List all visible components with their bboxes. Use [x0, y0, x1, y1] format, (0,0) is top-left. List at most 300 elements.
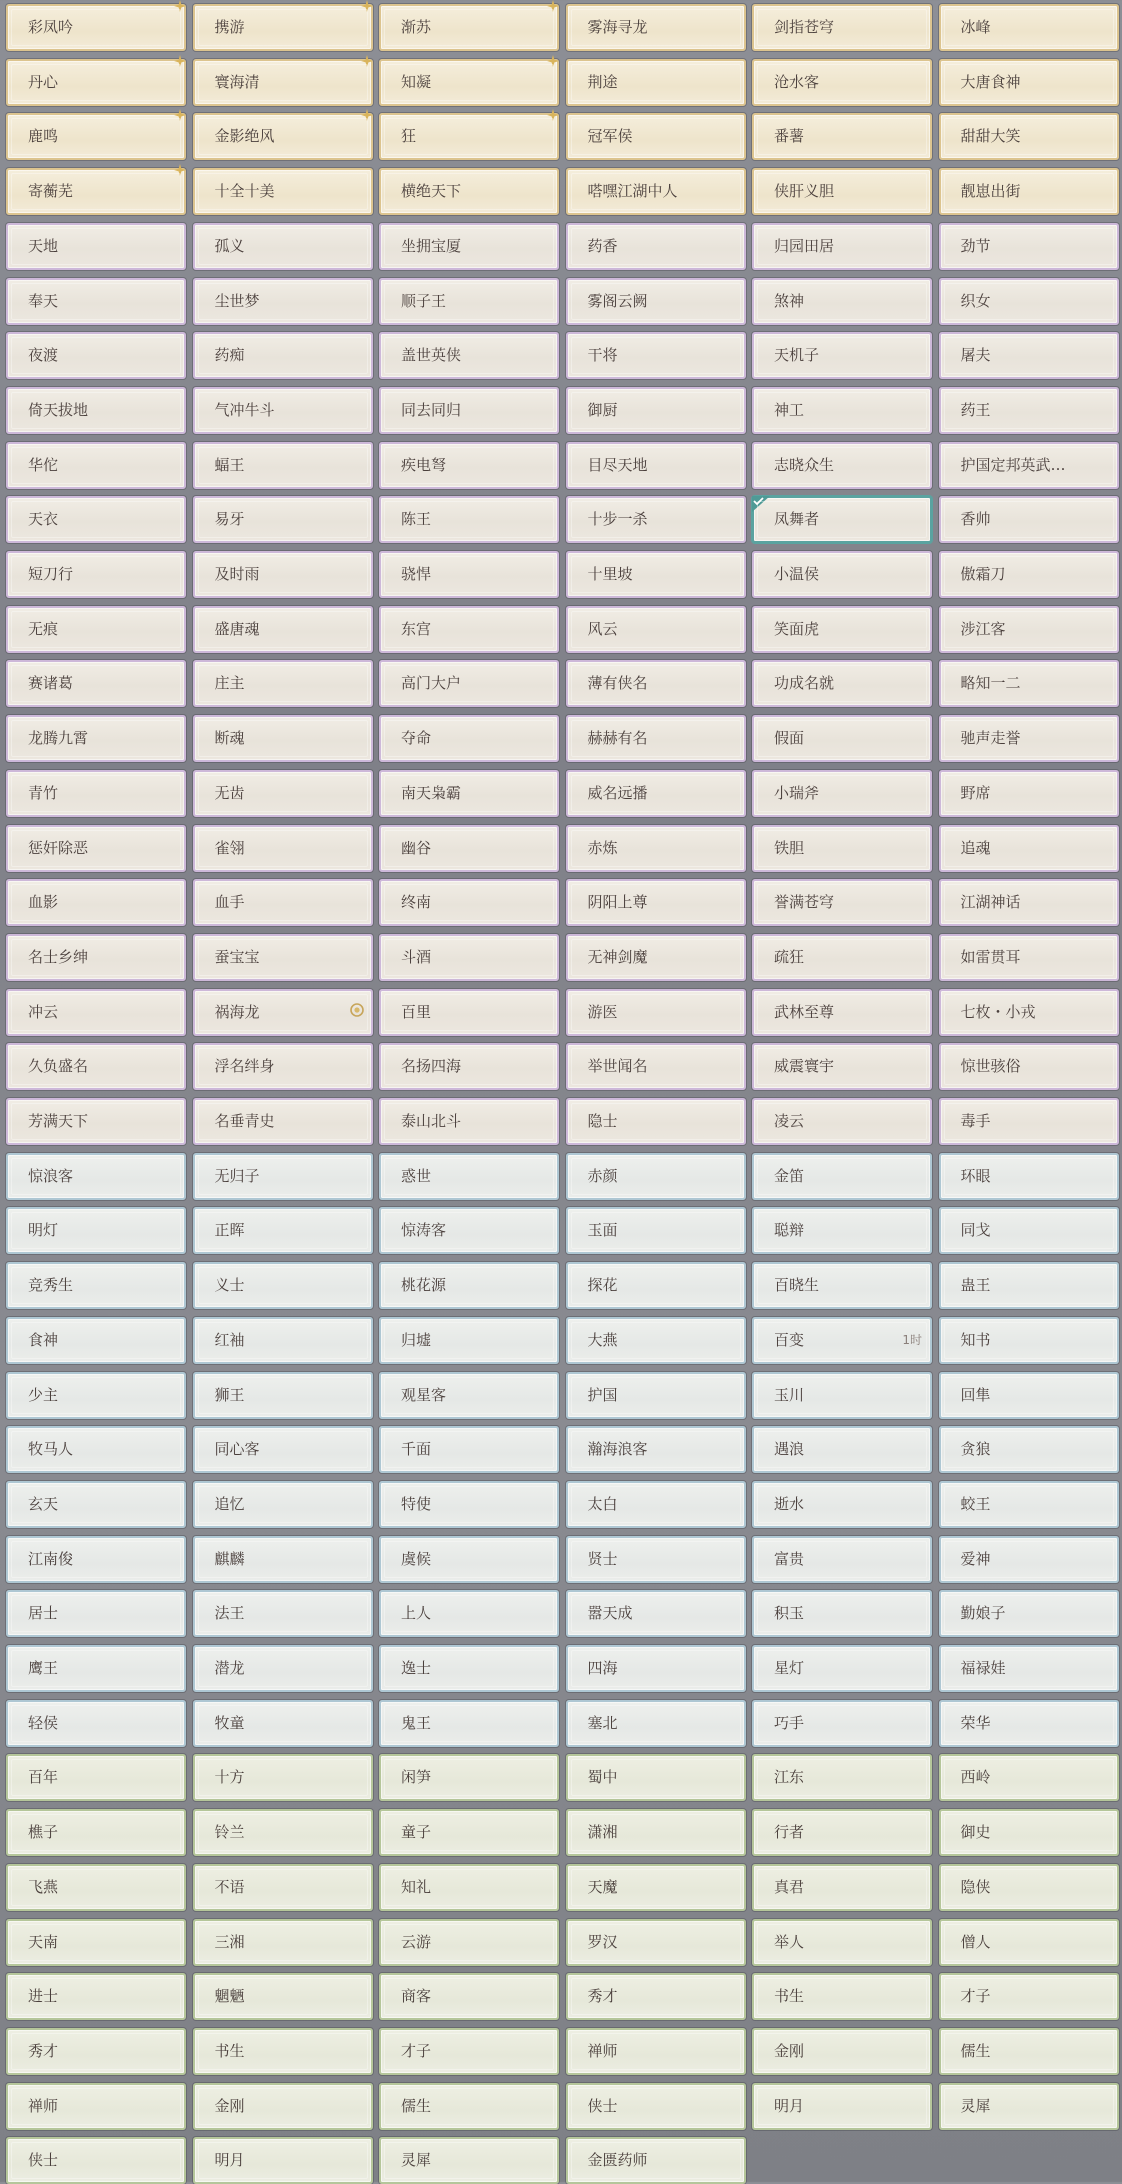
- title-cell[interactable]: [379, 1207, 559, 1254]
- title-cell[interactable]: [752, 879, 932, 926]
- title-cell[interactable]: [566, 113, 746, 160]
- title-cell[interactable]: [939, 2028, 1119, 2075]
- title-cell[interactable]: [566, 551, 746, 598]
- title-cell[interactable]: [752, 1973, 932, 2020]
- title-cell[interactable]: [752, 1372, 932, 1419]
- title-cell[interactable]: [939, 1536, 1119, 1583]
- title-cell[interactable]: [379, 1700, 559, 1747]
- title-cell[interactable]: [193, 496, 373, 543]
- title-cell[interactable]: [566, 1098, 746, 1145]
- title-cell[interactable]: [752, 1645, 932, 1692]
- title-label: 轻侯: [28, 1713, 59, 1732]
- title-cell[interactable]: [379, 59, 559, 106]
- title-cell[interactable]: [939, 1590, 1119, 1637]
- title-cell[interactable]: [752, 1754, 932, 1801]
- title-cell[interactable]: [752, 934, 932, 981]
- title-label: 血影: [28, 893, 59, 912]
- title-cell[interactable]: [566, 879, 746, 926]
- title-cell[interactable]: [752, 278, 932, 325]
- title-cell[interactable]: [939, 825, 1119, 872]
- title-cell[interactable]: [752, 1098, 932, 1145]
- title-cell[interactable]: [379, 1262, 559, 1309]
- title-cell[interactable]: [566, 1317, 746, 1364]
- title-label: 天魔: [587, 1877, 618, 1896]
- title-cell[interactable]: [566, 934, 746, 981]
- title-cell[interactable]: [6, 1700, 186, 1747]
- title-cell[interactable]: [6, 1590, 186, 1637]
- title-cell[interactable]: [939, 4, 1119, 51]
- title-cell[interactable]: [939, 1700, 1119, 1747]
- title-cell[interactable]: [379, 1153, 559, 1200]
- title-cell[interactable]: [379, 2137, 559, 2184]
- title-cell[interactable]: [193, 1098, 373, 1145]
- title-cell[interactable]: [939, 59, 1119, 106]
- title-cell[interactable]: [939, 1481, 1119, 1528]
- title-label: 青竹: [28, 783, 59, 802]
- title-cell[interactable]: [566, 1153, 746, 1200]
- title-label: 才子: [960, 1987, 991, 2006]
- title-label: 魍魉: [214, 1987, 245, 2006]
- title-cell[interactable]: [939, 606, 1119, 653]
- title-cell[interactable]: [6, 1207, 186, 1254]
- title-cell[interactable]: [566, 1809, 746, 1856]
- title-cell[interactable]: [939, 442, 1119, 489]
- title-cell[interactable]: [752, 2028, 932, 2075]
- title-cell[interactable]: [752, 59, 932, 106]
- title-label: 鹿鸣: [28, 127, 59, 146]
- title-cell[interactable]: [193, 1262, 373, 1309]
- title-label: 易牙: [214, 510, 245, 529]
- title-label: 逝水: [774, 1494, 805, 1513]
- title-cell[interactable]: [6, 1262, 186, 1309]
- title-cell[interactable]: [193, 113, 373, 160]
- title-cell[interactable]: [379, 606, 559, 653]
- title-cell[interactable]: [752, 825, 932, 872]
- title-cell[interactable]: [379, 442, 559, 489]
- title-cell[interactable]: [193, 1481, 373, 1528]
- title-cell[interactable]: [566, 715, 746, 762]
- title-cell[interactable]: [752, 715, 932, 762]
- title-cell[interactable]: [752, 4, 932, 51]
- title-cell[interactable]: [566, 606, 746, 653]
- title-cell[interactable]: [752, 1153, 932, 1200]
- title-cell[interactable]: [6, 332, 186, 379]
- title-cell[interactable]: [566, 1590, 746, 1637]
- title-label: 鬼王: [401, 1713, 432, 1732]
- title-label: 略知一二: [960, 674, 1021, 693]
- title-cell[interactable]: [752, 168, 932, 215]
- title-cell[interactable]: [566, 1700, 746, 1747]
- title-cell[interactable]: [6, 2137, 186, 2184]
- title-cell[interactable]: [566, 442, 746, 489]
- title-cell[interactable]: [566, 332, 746, 379]
- sparkle-icon: [547, 55, 559, 67]
- title-cell[interactable]: [939, 1153, 1119, 1200]
- title-cell[interactable]: [379, 551, 559, 598]
- title-cell[interactable]: [566, 989, 746, 1036]
- title-cell[interactable]: [6, 1973, 186, 2020]
- title-cell[interactable]: [939, 168, 1119, 215]
- title-cell[interactable]: [939, 1645, 1119, 1692]
- title-cell[interactable]: [379, 1754, 559, 1801]
- title-label: 秀才: [28, 2041, 59, 2060]
- title-cell[interactable]: [193, 278, 373, 325]
- title-cell[interactable]: [6, 660, 186, 707]
- title-cell[interactable]: [566, 278, 746, 325]
- title-cell[interactable]: [193, 715, 373, 762]
- title-cell[interactable]: [566, 387, 746, 434]
- title-cell[interactable]: [6, 1754, 186, 1801]
- title-cell[interactable]: [939, 278, 1119, 325]
- title-cell[interactable]: [939, 879, 1119, 926]
- title-cell[interactable]: [6, 879, 186, 926]
- title-label: 南天枭霸: [401, 783, 462, 802]
- title-cell[interactable]: [566, 496, 746, 543]
- title-cell[interactable]: [6, 2028, 186, 2075]
- title-cell[interactable]: [566, 1754, 746, 1801]
- title-cell[interactable]: [752, 113, 932, 160]
- title-cell[interactable]: [752, 442, 932, 489]
- title-cell[interactable]: [6, 1919, 186, 1966]
- title-cell[interactable]: [939, 1098, 1119, 1145]
- title-cell[interactable]: [379, 1919, 559, 1966]
- title-label: 铃兰: [214, 1823, 245, 1842]
- title-cell[interactable]: [379, 934, 559, 981]
- title-label: 江东: [774, 1768, 805, 1787]
- title-cell[interactable]: [752, 496, 932, 543]
- title-cell[interactable]: [939, 1207, 1119, 1254]
- title-cell[interactable]: [566, 1864, 746, 1911]
- title-label: 雀翎: [214, 838, 245, 857]
- title-cell[interactable]: [939, 934, 1119, 981]
- title-cell[interactable]: [379, 1973, 559, 2020]
- title-cell[interactable]: [566, 1645, 746, 1692]
- title-cell[interactable]: [752, 2083, 932, 2130]
- title-cell[interactable]: [939, 1919, 1119, 1966]
- title-label: 儒生: [401, 2096, 432, 2115]
- title-cell[interactable]: [939, 2083, 1119, 2130]
- title-cell[interactable]: [6, 1481, 186, 1528]
- title-cell[interactable]: [6, 1317, 186, 1364]
- title-cell[interactable]: [939, 660, 1119, 707]
- title-cell[interactable]: [6, 989, 186, 1036]
- title-cell[interactable]: [566, 1262, 746, 1309]
- title-cell[interactable]: [566, 2137, 746, 2184]
- title-cell[interactable]: [752, 989, 932, 1036]
- title-cell[interactable]: [379, 715, 559, 762]
- sparkle-icon: [547, 0, 559, 12]
- title-cell[interactable]: [6, 1645, 186, 1692]
- title-cell[interactable]: [752, 1207, 932, 1254]
- title-cell[interactable]: [193, 59, 373, 106]
- title-label: 御厨: [587, 400, 618, 419]
- sparkle-icon: [361, 0, 373, 12]
- title-cell[interactable]: [193, 770, 373, 817]
- title-cell[interactable]: [6, 1536, 186, 1583]
- title-cell[interactable]: [193, 606, 373, 653]
- title-cell[interactable]: [6, 278, 186, 325]
- title-label: 观星客: [401, 1385, 447, 1404]
- title-cell[interactable]: [6, 442, 186, 489]
- title-cell[interactable]: [379, 1645, 559, 1692]
- title-cell[interactable]: [566, 223, 746, 270]
- title-cell[interactable]: [193, 660, 373, 707]
- title-cell[interactable]: [6, 496, 186, 543]
- title-cell[interactable]: [752, 1809, 932, 1856]
- title-label: 食神: [28, 1330, 59, 1349]
- title-label: 芳满天下: [28, 1112, 89, 1130]
- title-cell[interactable]: [193, 1700, 373, 1747]
- title-cell[interactable]: [939, 551, 1119, 598]
- title-cell[interactable]: [752, 1590, 932, 1637]
- title-cell[interactable]: [939, 989, 1119, 1036]
- title-cell[interactable]: [379, 168, 559, 215]
- title-cell[interactable]: [6, 551, 186, 598]
- title-cell[interactable]: [939, 387, 1119, 434]
- title-cell[interactable]: [193, 1645, 373, 1692]
- title-cell[interactable]: [566, 770, 746, 817]
- title-label: 屠夫: [960, 346, 991, 365]
- title-cell[interactable]: [6, 168, 186, 215]
- title-cell[interactable]: [6, 2083, 186, 2130]
- title-label: 横绝天下: [401, 182, 462, 201]
- title-cell[interactable]: [193, 1809, 373, 1856]
- title-cell[interactable]: [193, 4, 373, 51]
- title-cell[interactable]: [193, 1317, 373, 1364]
- title-cell[interactable]: [379, 1043, 559, 1090]
- title-cell[interactable]: [193, 223, 373, 270]
- title-cell[interactable]: [193, 332, 373, 379]
- title-cell[interactable]: [379, 1481, 559, 1528]
- title-cell[interactable]: [752, 551, 932, 598]
- title-label: 金匮药师: [587, 2151, 648, 2170]
- title-cell[interactable]: [566, 660, 746, 707]
- title-cell[interactable]: [193, 1864, 373, 1911]
- title-cell[interactable]: [752, 660, 932, 707]
- title-cell[interactable]: [6, 770, 186, 817]
- title-cell[interactable]: [379, 1372, 559, 1419]
- title-label: 少主: [28, 1385, 59, 1404]
- title-label: 番薯: [774, 127, 805, 146]
- title-cell[interactable]: [193, 1043, 373, 1090]
- title-cell[interactable]: [752, 1919, 932, 1966]
- title-label: 干将: [587, 346, 618, 365]
- title-cell[interactable]: [752, 1426, 932, 1473]
- title-cell[interactable]: [6, 1809, 186, 1856]
- title-label: 护国: [587, 1385, 618, 1404]
- title-label: 桃花源: [401, 1276, 447, 1295]
- title-cell[interactable]: [193, 1590, 373, 1637]
- title-cell[interactable]: [939, 1754, 1119, 1801]
- title-label: 明月: [214, 2151, 245, 2170]
- title-cell[interactable]: [6, 1426, 186, 1473]
- title-label: 风云: [587, 619, 618, 638]
- title-cell[interactable]: [193, 442, 373, 489]
- title-cell[interactable]: [6, 1372, 186, 1419]
- title-cell[interactable]: [193, 1919, 373, 1966]
- title-cell[interactable]: [939, 770, 1119, 817]
- title-cell[interactable]: [752, 332, 932, 379]
- title-cell[interactable]: [379, 1426, 559, 1473]
- sparkle-icon: [361, 55, 373, 67]
- title-label: 惑世: [401, 1166, 432, 1185]
- title-cell[interactable]: [379, 1809, 559, 1856]
- title-cell[interactable]: [566, 2028, 746, 2075]
- title-cell[interactable]: [566, 825, 746, 872]
- title-cell[interactable]: [6, 223, 186, 270]
- title-label: 不语: [214, 1877, 245, 1896]
- title-cell[interactable]: [6, 715, 186, 762]
- title-cell[interactable]: [379, 387, 559, 434]
- title-cell[interactable]: [193, 1536, 373, 1583]
- title-cell[interactable]: [752, 223, 932, 270]
- title-cell[interactable]: [566, 1043, 746, 1090]
- title-cell[interactable]: [6, 934, 186, 981]
- title-cell[interactable]: [566, 1919, 746, 1966]
- title-label: 知书: [960, 1330, 991, 1349]
- title-cell[interactable]: [379, 2083, 559, 2130]
- title-cell[interactable]: [566, 59, 746, 106]
- title-cell[interactable]: [6, 1043, 186, 1090]
- title-cell[interactable]: [6, 825, 186, 872]
- title-label: 嚣天成: [587, 1604, 633, 1623]
- title-cell[interactable]: [193, 1153, 373, 1200]
- title-cell[interactable]: [566, 4, 746, 51]
- title-cell[interactable]: [193, 551, 373, 598]
- title-cell[interactable]: [6, 387, 186, 434]
- title-cell[interactable]: [566, 1536, 746, 1583]
- title-label: 织女: [960, 291, 991, 310]
- title-label: 彩凤吟: [28, 18, 74, 36]
- title-cell[interactable]: [193, 934, 373, 981]
- title-cell[interactable]: [752, 1317, 932, 1364]
- title-cell[interactable]: [193, 989, 373, 1036]
- title-cell[interactable]: [939, 715, 1119, 762]
- title-cell[interactable]: [939, 496, 1119, 543]
- title-cell[interactable]: [379, 332, 559, 379]
- title-cell[interactable]: [193, 2137, 373, 2184]
- title-cell[interactable]: [939, 1809, 1119, 1856]
- title-cell[interactable]: [566, 1973, 746, 2020]
- title-cell[interactable]: [6, 606, 186, 653]
- title-cell[interactable]: [193, 2083, 373, 2130]
- title-label: 甜甜大笑: [960, 127, 1021, 146]
- title-cell[interactable]: [939, 1372, 1119, 1419]
- title-cell[interactable]: [752, 770, 932, 817]
- title-cell[interactable]: [379, 1590, 559, 1637]
- title-label: 金刚: [774, 2041, 805, 2060]
- title-label: 天机子: [774, 346, 820, 365]
- title-cell[interactable]: [752, 1043, 932, 1090]
- title-cell[interactable]: [939, 1973, 1119, 2020]
- title-cell[interactable]: [939, 1426, 1119, 1473]
- title-cell[interactable]: [379, 770, 559, 817]
- title-cell[interactable]: [379, 4, 559, 51]
- title-cell[interactable]: [566, 2083, 746, 2130]
- title-cell[interactable]: [939, 1043, 1119, 1090]
- title-cell[interactable]: [566, 1481, 746, 1528]
- title-cell[interactable]: [379, 1317, 559, 1364]
- title-cell[interactable]: [566, 168, 746, 215]
- title-cell[interactable]: [193, 2028, 373, 2075]
- title-label: 罗汉: [587, 1932, 618, 1951]
- title-cell[interactable]: [939, 1317, 1119, 1364]
- title-cell[interactable]: [193, 1372, 373, 1419]
- title-label: 西岭: [960, 1768, 991, 1787]
- title-cell[interactable]: [6, 1153, 186, 1200]
- title-cell[interactable]: [752, 1262, 932, 1309]
- title-cell[interactable]: [6, 1864, 186, 1911]
- title-cell[interactable]: [752, 387, 932, 434]
- title-label: 冠军侯: [587, 127, 633, 146]
- title-label: 誉满苍穹: [774, 893, 835, 912]
- title-label: 惊世骇俗: [960, 1057, 1021, 1076]
- title-label: 江湖神话: [960, 893, 1021, 912]
- title-label: 举世闻名: [587, 1057, 648, 1076]
- title-cell[interactable]: [379, 825, 559, 872]
- title-cell[interactable]: [939, 1864, 1119, 1911]
- title-cell[interactable]: [566, 1372, 746, 1419]
- title-label: 秀才: [587, 1987, 618, 2006]
- title-cell[interactable]: [939, 223, 1119, 270]
- title-label: 小瑞斧: [774, 783, 820, 802]
- title-cell[interactable]: [193, 1426, 373, 1473]
- title-cell[interactable]: [193, 1207, 373, 1254]
- title-cell[interactable]: [379, 223, 559, 270]
- title-cell[interactable]: [939, 113, 1119, 160]
- title-label: 嗒嘿江湖中人: [587, 182, 678, 201]
- title-cell[interactable]: [193, 168, 373, 215]
- title-label: 玄天: [28, 1494, 59, 1513]
- title-cell[interactable]: [566, 1207, 746, 1254]
- title-label: 义士: [214, 1276, 245, 1295]
- title-cell[interactable]: [6, 113, 186, 160]
- title-label: 举人: [774, 1932, 805, 1951]
- title-cell[interactable]: [379, 1864, 559, 1911]
- title-cell[interactable]: [193, 825, 373, 872]
- title-label: 侠肝义胆: [774, 182, 835, 201]
- title-cell[interactable]: [379, 2028, 559, 2075]
- title-cell[interactable]: [379, 989, 559, 1036]
- title-label: 商客: [401, 1987, 432, 2006]
- title-cell[interactable]: [939, 1262, 1119, 1309]
- title-label: 阴阳上尊: [587, 893, 648, 912]
- title-cell[interactable]: [193, 879, 373, 926]
- title-cell[interactable]: [752, 1481, 932, 1528]
- title-cell[interactable]: [379, 278, 559, 325]
- title-cell[interactable]: [193, 1973, 373, 2020]
- title-cell[interactable]: [379, 1536, 559, 1583]
- title-cell[interactable]: [379, 1098, 559, 1145]
- title-cell[interactable]: [193, 387, 373, 434]
- title-cell[interactable]: [566, 1426, 746, 1473]
- title-cell[interactable]: [6, 1098, 186, 1145]
- title-cell[interactable]: [939, 332, 1119, 379]
- title-cell[interactable]: [379, 879, 559, 926]
- title-cell[interactable]: [752, 1700, 932, 1747]
- title-cell[interactable]: [379, 660, 559, 707]
- title-cell[interactable]: [752, 606, 932, 653]
- title-cell[interactable]: [379, 113, 559, 160]
- title-label: 目尽天地: [587, 455, 648, 474]
- title-cell[interactable]: [6, 4, 186, 51]
- title-cell[interactable]: [6, 59, 186, 106]
- title-cell[interactable]: [379, 496, 559, 543]
- title-cell[interactable]: [752, 1536, 932, 1583]
- title-cell[interactable]: [193, 1754, 373, 1801]
- title-cell[interactable]: [752, 1864, 932, 1911]
- title-label: 追魂: [960, 838, 991, 857]
